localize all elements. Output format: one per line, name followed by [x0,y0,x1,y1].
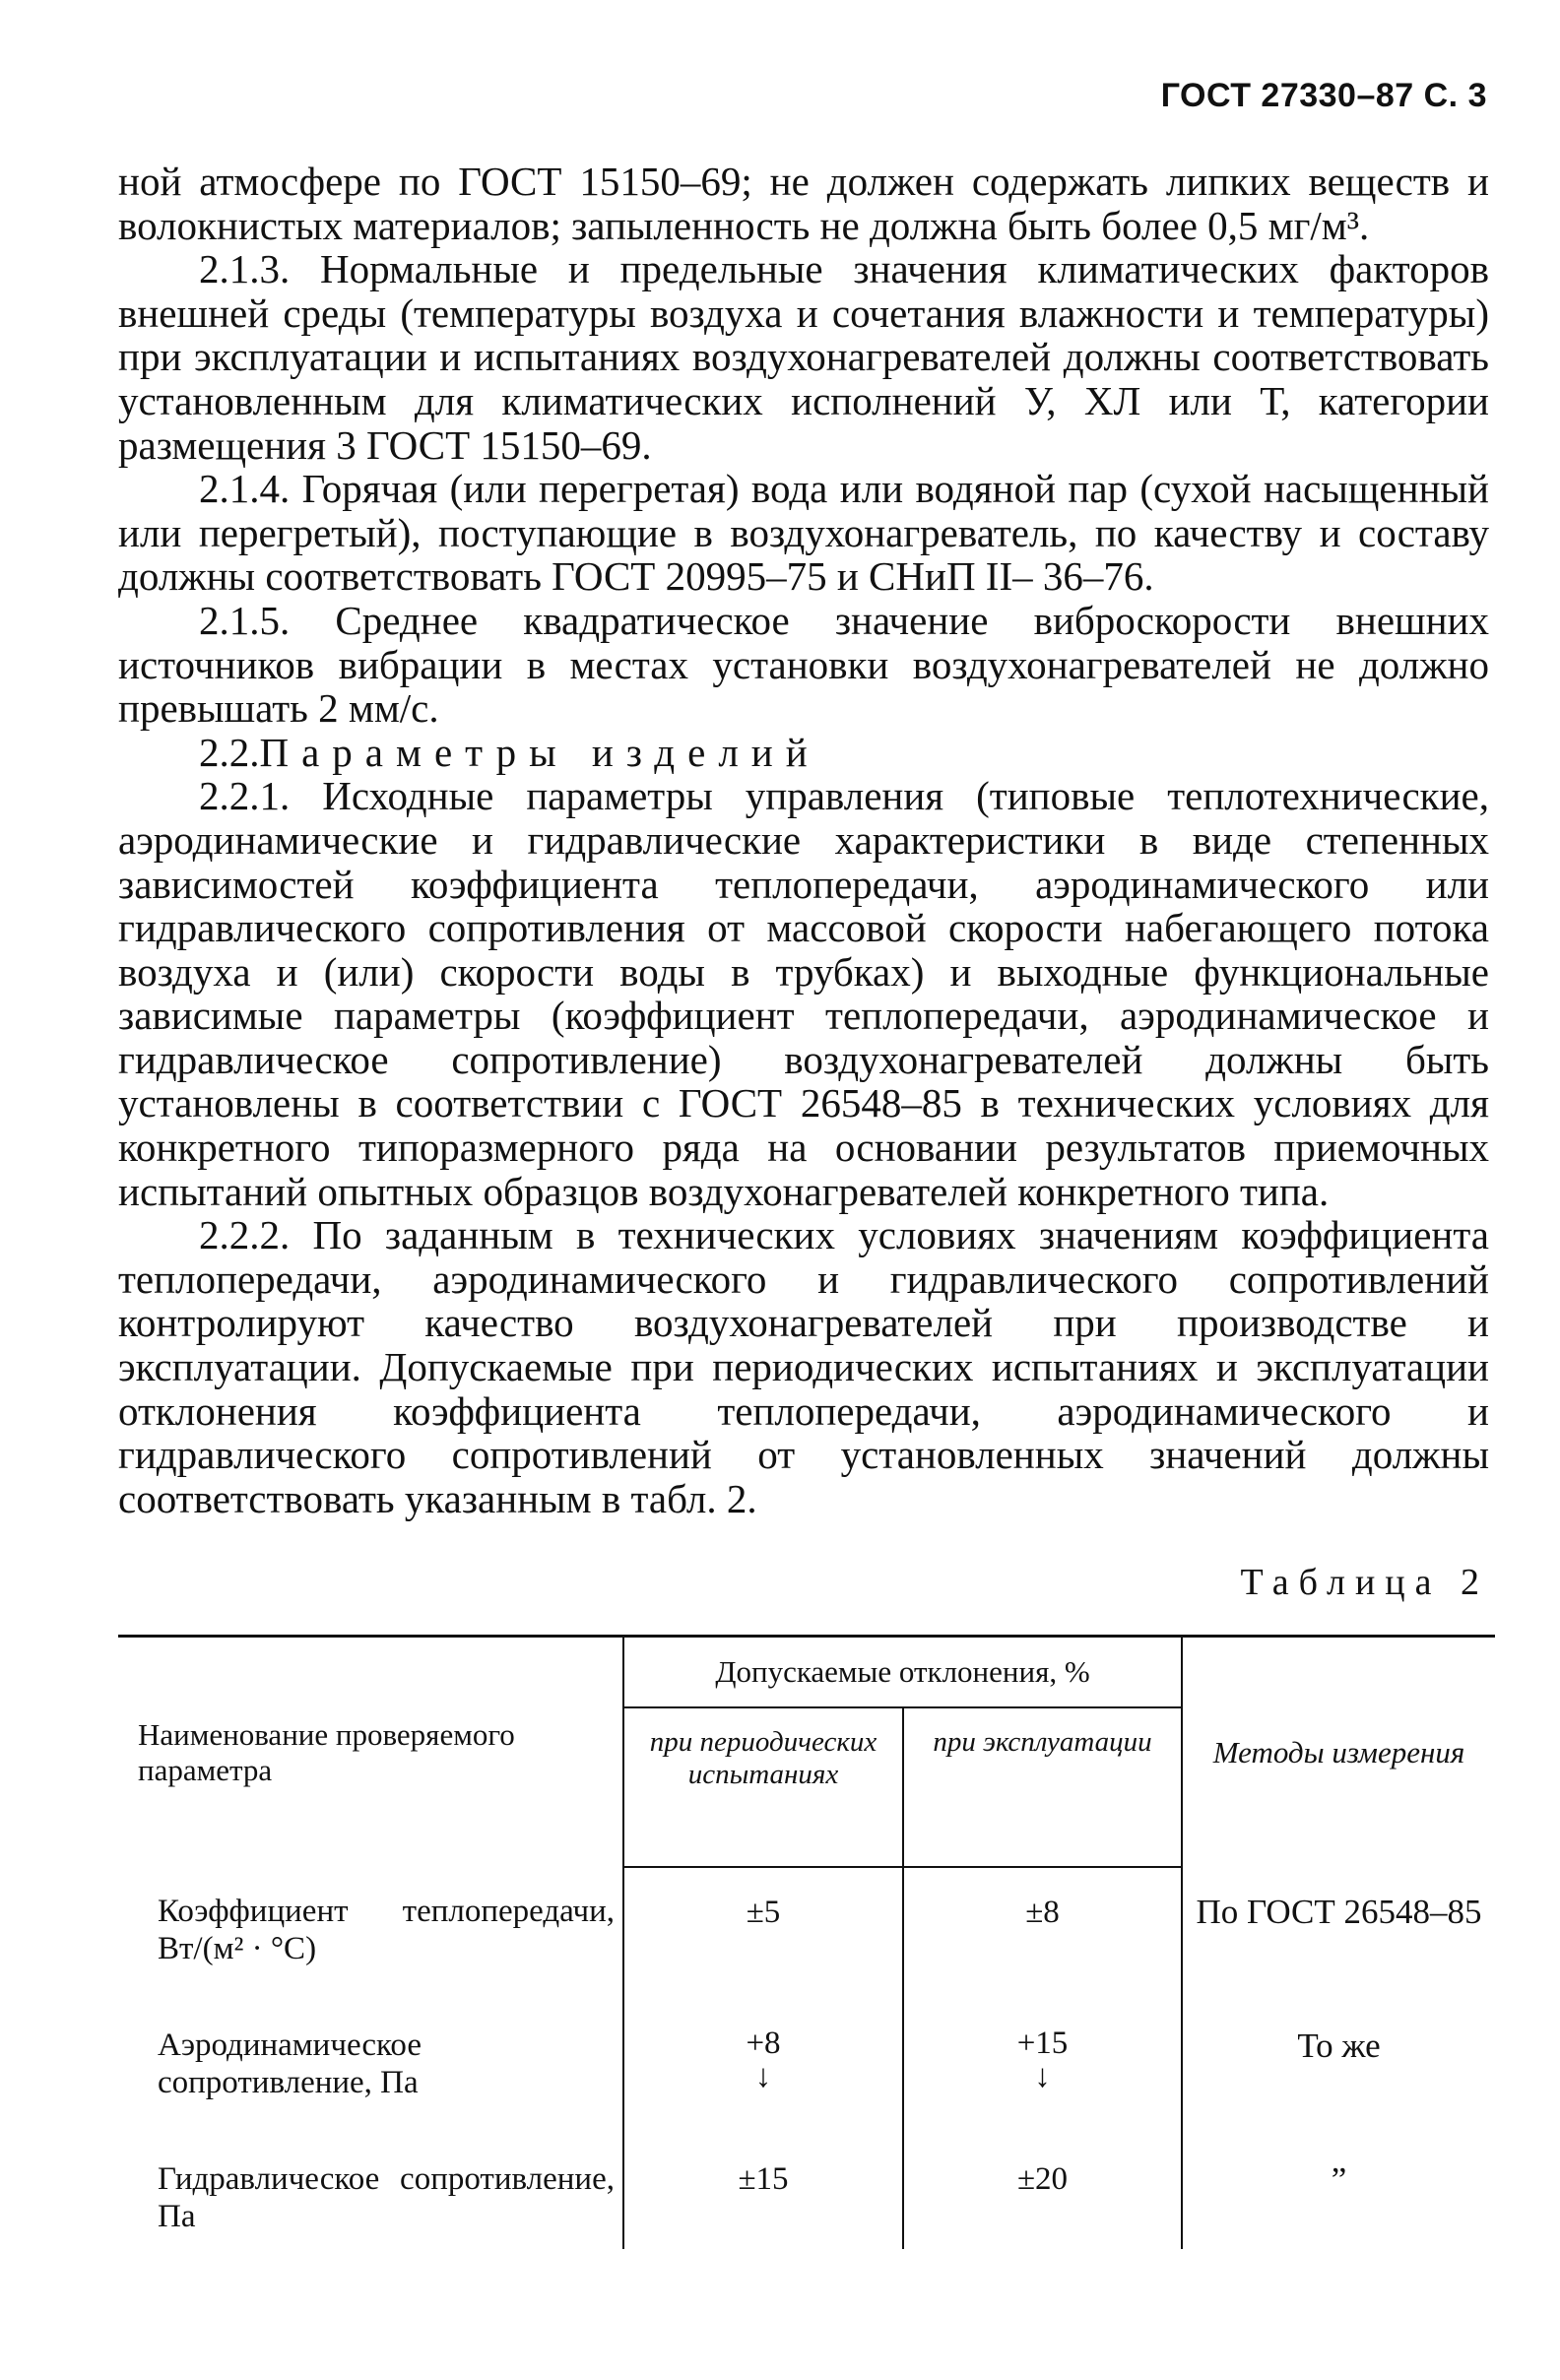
section-number: 2.2. [199,729,260,775]
header-parameter: Наименование проверяемого параметра [118,1637,623,1868]
table-row [118,2001,1495,2135]
paragraph-2-1-3: 2.1.3. Нормальные и предельные значения климатических факторов внешней среды (температуры воздуха и сочетания влажности и температуры) при эксплуатации и испытаниях воздухонагревателей должны соответствовать установленным для климатических исполнений У, ХЛ или Т, категории размещения 3 ГОСТ 15150–69. [118,246,1489,468]
cell-parameter: Аэродинамическое сопротивление, Па [118,2001,623,2135]
running-header: ГОСТ 27330–87 С. 3 [1160,77,1487,114]
table-row [118,2135,1495,2249]
deviations-table [118,1635,1495,2249]
cell-periodic: ±15 [623,2135,903,2249]
cell-method: ” [1331,2160,1347,2199]
paragraph-2-2-1: 2.2.1. Исходные параметры управления (типовые теплотехнические, аэродинамические и гидравлические характеристики в виде степенных зависимостей коэффициента теплопередачи, аэродинамического или гидравлического сопротивления от массовой скорости набегающего потока воздуха и (или) скорости воды в трубках) и выходные функциональные зависимые параметры (коэффициент теплопередачи, аэродинамическое и гидравлическое сопротивление) воздухонагревателей должны быть установлены в соответствии с ГОСТ 26548–85 в технических условиях для конкретного типоразмерного ряда на основании результатов приемочных испытаний опытных образцов воздухонагревателей конкретного типа. [118,773,1489,1214]
header-periodic-tests: при периодических испытаниях [623,1707,903,1867]
cell-method: По ГОСТ 26548–85 [1196,1893,1482,1931]
cell-operation: ±8 [903,1867,1182,2001]
paragraph-2-1-4: 2.1.4. Горячая (или перегретая) вода или водяной пар (сухой насыщенный или перегретый), поступающие в воздухонагреватель, по качеству и составу должны соответствовать ГОСТ 20995–75 и СНиП II– 36–76. [118,466,1489,600]
table-container [118,1635,1495,2234]
table-caption: Таблица 2 [1240,1562,1489,1603]
header-methods: Методы измерения [1182,1637,1495,1868]
cell-parameter: Гидравлическое сопротивление, Па [118,2135,623,2249]
document-body [118,160,1489,1520]
paragraph-2-1-5: 2.1.5. Среднее квадратическое значение виброскорости внешних источников вибрации в местах установки воздухонагревателей не должно превышать 2 мм/с. [118,597,1489,732]
header-deviations-group: Допускаемые отклонения, % [623,1637,1182,1708]
paragraph-continued: ной атмосфере по ГОСТ 15150–69; не должен содержать липких веществ и волокнистых материалов; запыленность не должна быть более 0,5 мг/м³. [118,159,1489,248]
cell-periodic: +8 ↓ [623,2001,903,2135]
table-row [118,1867,1495,2001]
cell-parameter: Коэффициент теплопередачи, Вт/(м² · °С) [118,1867,623,2001]
paragraph-2-2-2: 2.2.2. По заданным в технических условиях значениям коэффициента теплопередачи, аэродинамического и гидравлического сопротивлений контролируют качество воздухонагревателей при производстве и эксплуатации. Допускаемые при периодических испытаниях и эксплуатации отклонения коэффициента теплопередачи, аэродинамического и гидравлического сопротивлений от установленных значений должны соответствовать указанным в табл. 2. [118,1212,1489,1521]
cell-method: То же [1297,2026,1381,2065]
header-operation: при эксплуатации [903,1707,1182,1867]
section-heading-2-2 [118,731,1489,775]
cell-operation: +15 ↓ [903,2001,1182,2135]
cell-periodic: ±5 [623,1867,903,2001]
cell-operation: ±20 [903,2135,1182,2249]
section-title: Параметры изделий [259,729,820,775]
